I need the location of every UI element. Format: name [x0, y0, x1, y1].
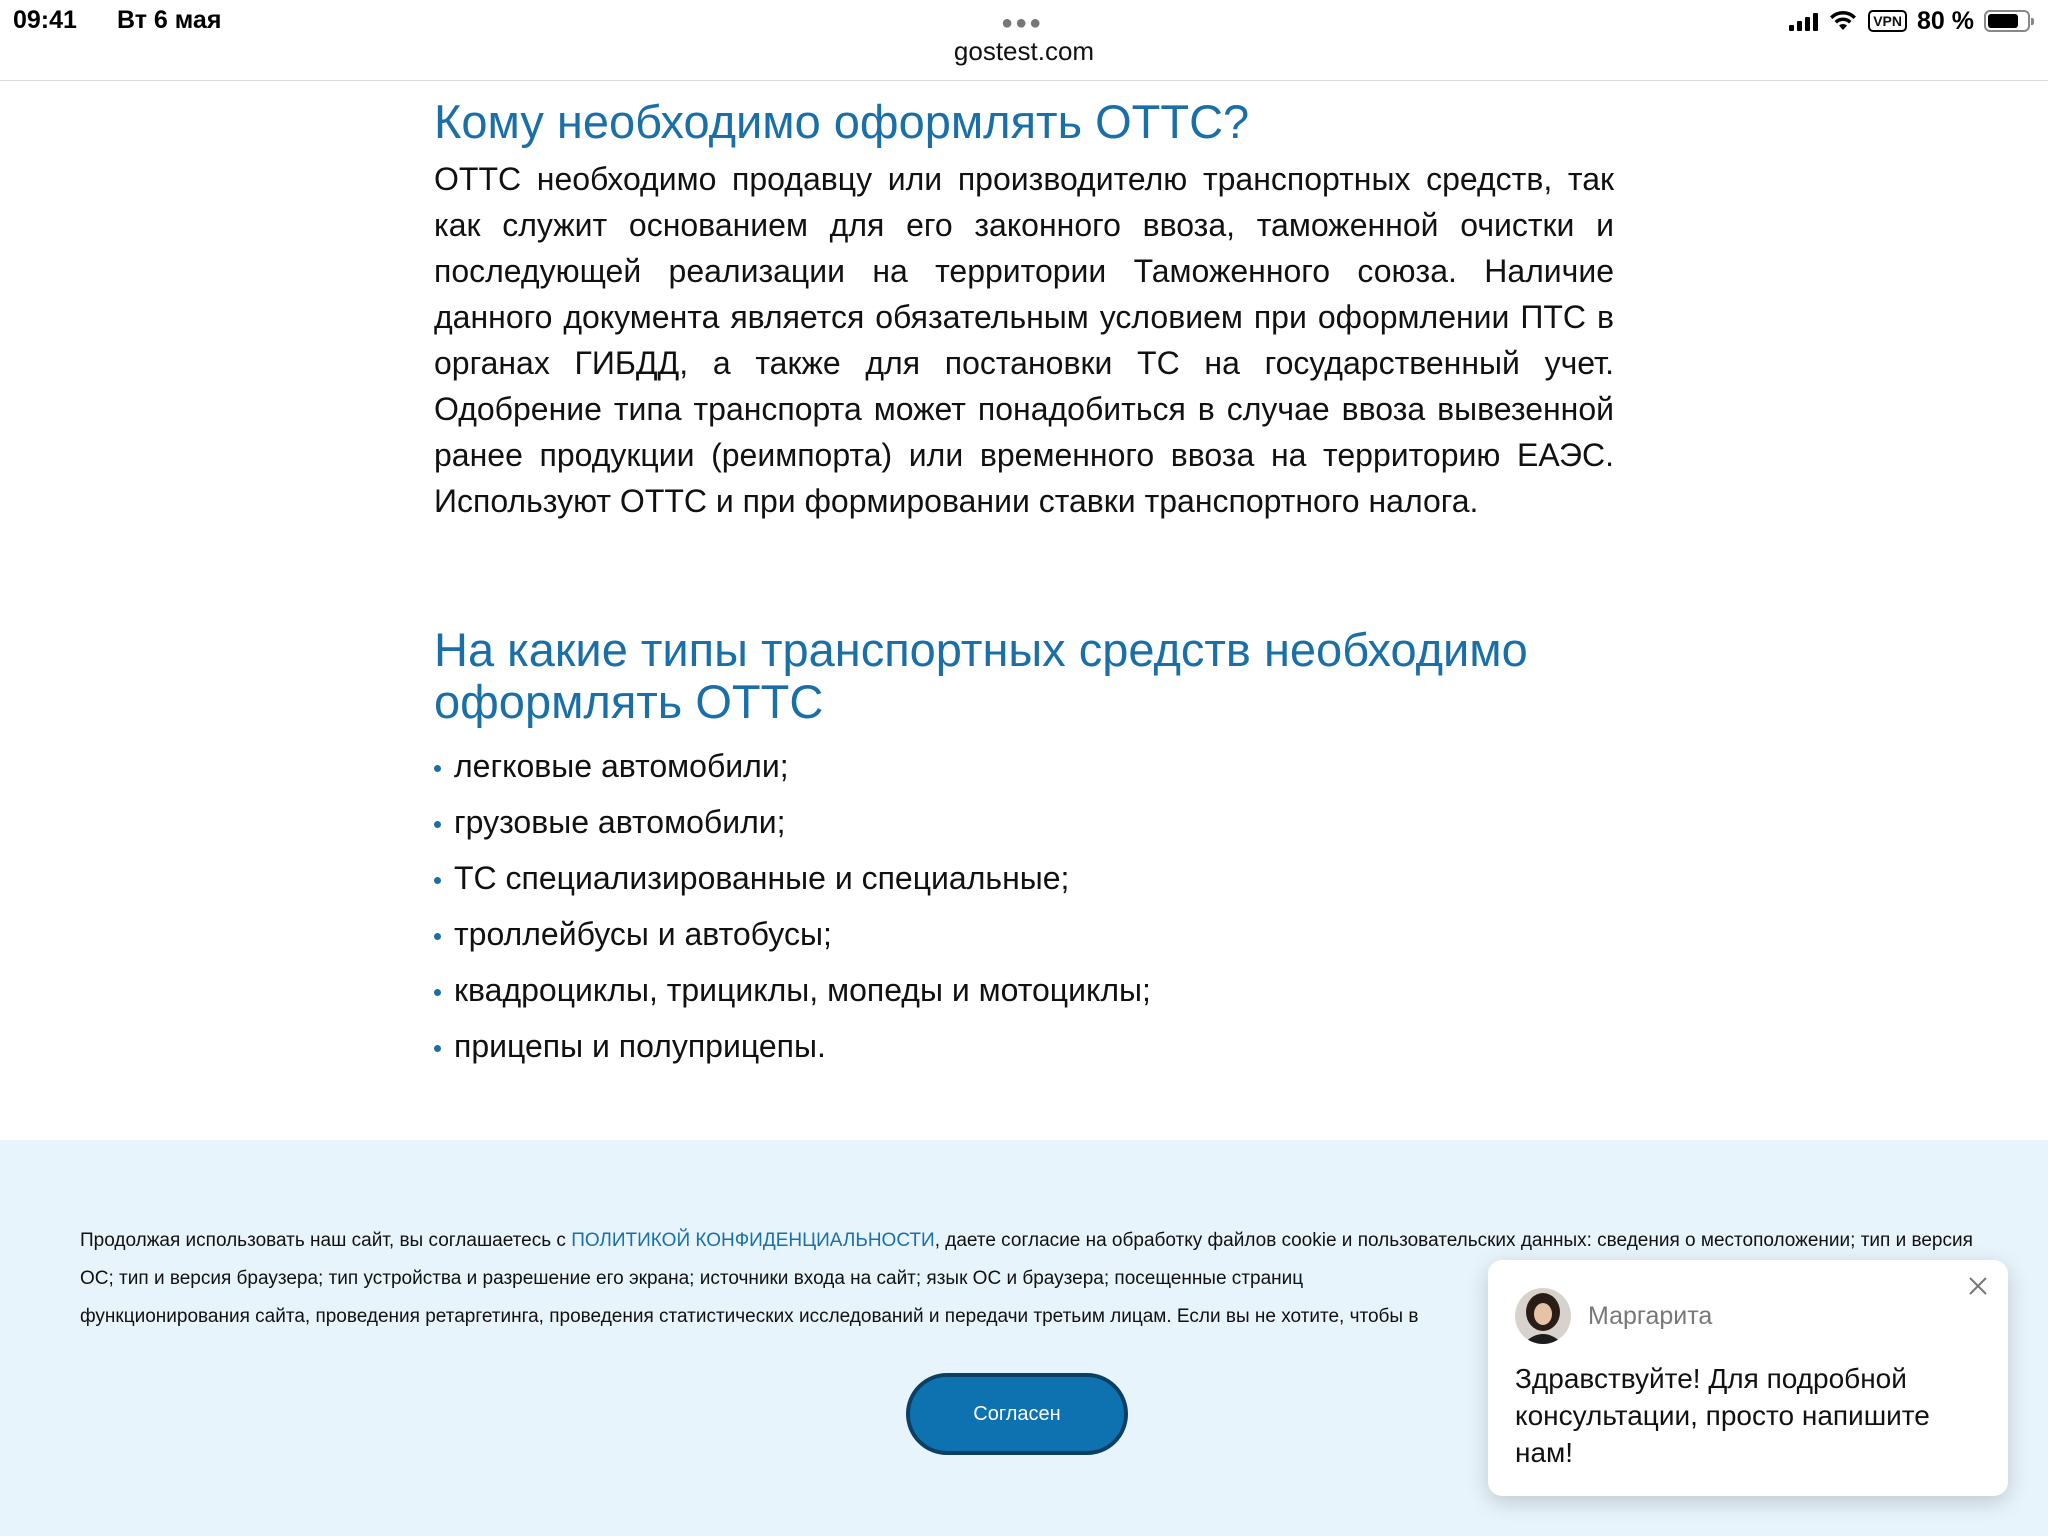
status-indicators [1789, 6, 2030, 36]
list-item: троллейбусы и автобусы; [434, 906, 1614, 962]
status-time: 09:41 [13, 6, 77, 34]
list-item: грузовые автомобили; [434, 794, 1614, 850]
agent-avatar [1515, 1288, 1571, 1344]
address-bar-url[interactable]: gostest.com [953, 36, 1095, 66]
chat-message: Здравствуйте! Для подробной консультации, просто напишите нам! [1515, 1363, 1930, 1468]
battery-icon [1984, 10, 2030, 32]
vpn-badge: VPN [1868, 10, 1907, 32]
multitasking-dots-icon[interactable]: ●●● [1001, 12, 1044, 34]
status-bar [0, 0, 2048, 81]
cellular-signal-icon [1789, 11, 1818, 31]
wifi-icon [1828, 10, 1858, 32]
paragraph-who-needs-otts: ОТТС необходимо продавцу или производителю транспортных средств, так как служит основанием для его законного ввоза, таможенной очистки и последующей реализации на территории Таможенного союза. Наличие данного документа является обязательным условием при оформлении ПТС в органах ГИБДД, а также для постановки ТС на государственный учет. Одобрение типа транспорта может понадобиться в случае ввоза вывезенной ранее продукции (реимпорта) или временного ввоза на территорию ЕАЭС. Используют ОТТС и при формировании ставки транспортного налога. [434, 161, 1614, 519]
agree-button[interactable]: Согласен [906, 1373, 1128, 1455]
close-icon[interactable] [1966, 1274, 1990, 1298]
list-item: прицепы и полуприцепы. [434, 1018, 1614, 1074]
battery-percent: 80 % [1917, 6, 1974, 35]
cookie-text-start: Продолжая использовать наш сайт, вы соглашаетесь с [80, 1230, 572, 1251]
cookie-text-rest: , даете согласие на обработку файлов cookie и пользовательских данных: сведения о местоположении; тип и версия ОС; тип и версия браузера; тип устройства и разрешение его экрана; источники входа на сайт; язык ОС и браузера; посещенные страниц [80, 1230, 1973, 1289]
vehicle-types-list [434, 738, 1614, 1074]
list-item: ТС специализированные и специальные; [434, 850, 1614, 906]
agent-name: Маргарита [1588, 1302, 1713, 1330]
chat-popup[interactable] [1488, 1260, 2008, 1496]
status-date: Вт 6 мая [117, 6, 222, 34]
cookie-text-line3: функционирования сайта, проведения ретаргетинга, проведения статистических исследований и передачи третьим лицам. Если вы не хотите, чтобы в [80, 1306, 1419, 1327]
privacy-policy-link[interactable]: ПОЛИТИКОЙ КОНФИДЕНЦИАЛЬНОСТИ [571, 1230, 935, 1251]
heading-who-needs-otts: Кому необходимо оформлять ОТТС? [434, 95, 1250, 148]
article-content [434, 96, 1614, 1074]
heading-vehicle-types: На какие типы транспортных средств необходимо оформлять ОТТС [434, 623, 1528, 728]
list-item: квадроциклы, трициклы, мопеды и мотоциклы; [434, 962, 1614, 1018]
list-item: легковые автомобили; [434, 738, 1614, 794]
